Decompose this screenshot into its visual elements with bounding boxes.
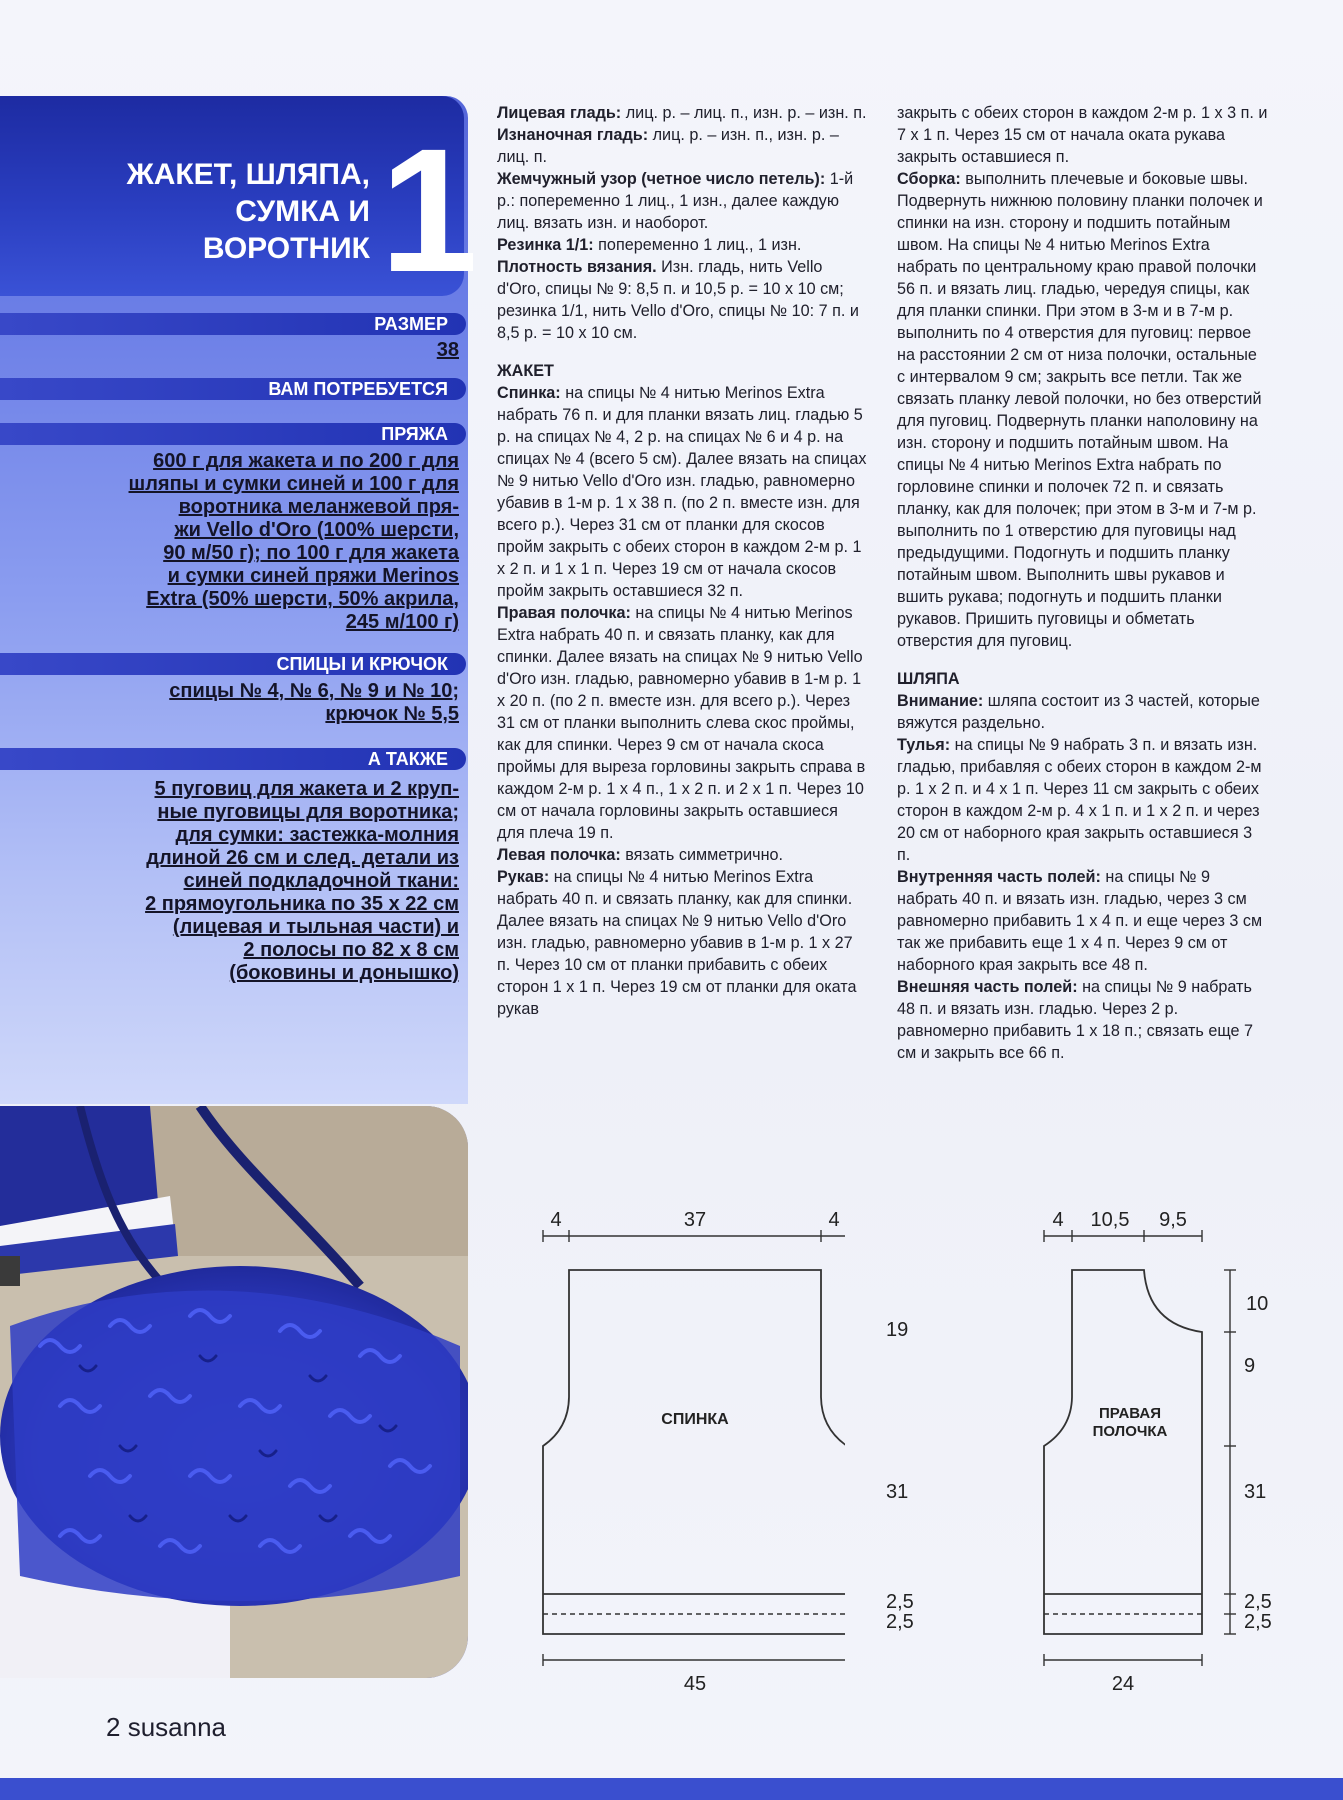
paragraph-lead: Плотность вязания. xyxy=(497,258,657,276)
paragraph-text: на спицы № 9 набрать 40 п. и вязать изн. гладью, через 3 см равномерно прибавить 1 x 4 п. и еще через 3 см так же прибавить еще 1 x 4 п. Через 9 см от наборного края закрыть все 48 п. xyxy=(897,868,1263,974)
paragraph-text: лиц. р. – лиц. п., изн. р. – изн. п. xyxy=(621,104,867,122)
paragraph-lead: Правая полочка: xyxy=(497,604,631,622)
back-top-dim-right: 4 xyxy=(828,1209,840,1231)
section-heading: ШЛЯПА xyxy=(897,670,960,688)
instruction-paragraph xyxy=(497,234,867,256)
instruction-paragraph xyxy=(897,866,1269,976)
instruction-paragraph xyxy=(497,124,867,168)
paragraph-text: лиц. р. – изн. п., изн. р. – лиц. п. xyxy=(497,126,839,166)
back-top-dim-left: 4 xyxy=(550,1209,562,1231)
front-dim-2-5-b: 2,5 xyxy=(1244,1611,1272,1633)
back-diagram xyxy=(525,1186,845,1706)
back-bottom-dim: 45 xyxy=(683,1673,707,1695)
instructions-column-1 xyxy=(497,102,867,1020)
pattern-number: 1 xyxy=(380,113,478,309)
paragraph-text: на спицы № 4 нитью Merinos Extra набрать 40 п. и связать планку, как для спинки. Далее вязать на спицах № 9 нитью Vello d'Oro изн. гладью, равномерно убавив в 1-м р. 1 x 27 п. Через 10 см от планки прибавить с обеих сторон 1 x 1 п. Через 19 см от планки для оката рукав xyxy=(497,868,857,1018)
bag-photo xyxy=(0,1106,468,1678)
paragraph-lead: Рукав: xyxy=(497,868,550,886)
paragraph-lead: Внешняя часть полей: xyxy=(897,978,1078,996)
back-top-dim-mid: 37 xyxy=(683,1209,707,1231)
paragraph-lead: Жемчужный узор (четное число петель): xyxy=(497,170,826,188)
back-dim-31: 31 xyxy=(886,1481,909,1503)
back-dim-19: 19 xyxy=(886,1319,909,1341)
front-dim-2-5-a: 2,5 xyxy=(1244,1591,1272,1613)
paragraph-lead: Левая полочка: xyxy=(497,846,621,864)
paragraph-text: 1-й р.: попеременно 1 лиц., 1 изн., далее каждую лиц. вязать изн. и наоборот. xyxy=(497,170,854,232)
paragraph-lead: Внутренняя часть полей: xyxy=(897,868,1101,886)
section-bar-needles: СПИЦЫ И КРЮЧОК xyxy=(0,653,466,675)
back-dim-2-5-a: 2,5 xyxy=(886,1591,914,1613)
magazine-name: susanna xyxy=(127,1712,227,1742)
instruction-paragraph xyxy=(897,168,1269,652)
paragraph-text: выполнить плечевые и боковые швы. Подвернуть нижнюю половину планки полочек и спинки на изн. сторону и подшить потайным швом. На спицы № 4 нитью Merinos Extra набрать по центральному краю правой полочки 56 п. и вязать лиц. гладью, чередуя спицы, как для планки спинки. При этом в 3-м и в 7-м р. выполнить по 4 отверстия для пуговиц: первое на расстоянии 2 см от низа полочки, остальные с интервалом 9 см; закрыть все петли. Так же связать планку левой полочки, но без отверстий для пуговиц. Подвернуть планки наполовину на изн. сторону и подшить потайным швом. На спицы № 4 нитью Merinos Extra набрать по горловине спинки и полочек 72 п. и связать планку, как для полочек; при этом в 3-м и 7-м р. выполнить по 1 отверстию для пуговицы над предыдущими. Подогнуть и подшить планку потайным швом. Выполнить швы рукавов и вшить рукава; подогнуть и подшить планки рукавов. Пришить пуговицы и обметать отверстия для пуговиц. xyxy=(897,170,1263,650)
front-label-line-2: ПОЛОЧКА xyxy=(1092,1423,1168,1440)
instruction-paragraph xyxy=(897,102,1269,168)
instruction-paragraph xyxy=(497,102,867,124)
front-diagram xyxy=(1030,1186,1280,1706)
paragraph-text: на спицы № 9 набрать 48 п. и вязать изн. гладью. Через 2 р. равномерно прибавить 1 x 18 п.; связать еще 7 см и закрыть все 66 п. xyxy=(897,978,1254,1062)
yarn-text: 600 г для жакета и по 200 г для шляпы и сумки синей и 100 г для воротника меланжевой пря- жи Vello d'Oro (100% шерсти, 90 м/50 г); по 100 г для жакета и сумки синей пряжи Merinos Extra (50% шерсти, 50% акрила, 245 м/100 г) xyxy=(128,450,459,633)
front-dim-9: 9 xyxy=(1244,1355,1256,1377)
size-value: 38 xyxy=(436,339,459,361)
section-heading: ЖАКЕТ xyxy=(497,362,554,380)
paragraph-text: на спицы № 4 нитью Merinos Extra набрать 40 п. и связать планку, как для спинки. Далее вязать на спицах № 9 нитью Vello d'Oro изн. гладью, равномерно убавив в 1-м р. 1 x 20 п. (по 2 п. вместе изн. для всего р.). Через 31 см от планки выполнить слева скос проймы, как для спинки. Через 9 см от начала скоса проймы для выреза горловины закрыть справа в каждом 2-м р. 1 x 4 п., 1 x 2 п. и 2 x 1 п. Через 10 см от начала горловины закрыть оставшиеся для плеча 19 п. xyxy=(497,604,866,842)
instruction-paragraph xyxy=(497,866,867,1020)
instructions-column-2 xyxy=(897,102,1269,1064)
paragraph-text: Изн. гладь, нить Vello d'Oro, спицы № 9: 8,5 п. и 10,5 р. = 10 x 10 см; резинка 1/1, нить Vello d'Oro, спицы № 10: 7 п. и 8,5 р. = 10 x 10 см. xyxy=(497,258,859,342)
bag-photo-image xyxy=(0,1106,468,1678)
front-top-dim-mid: 10,5 xyxy=(1090,1209,1130,1231)
paragraph-lead: Тулья: xyxy=(897,736,951,754)
front-dim-31: 31 xyxy=(1244,1481,1267,1503)
paragraph-lead: Изнаночная гладь: xyxy=(497,126,649,144)
page-footer xyxy=(106,1712,226,1743)
title-box xyxy=(0,96,478,309)
paragraph-text: на спицы № 4 нитью Merinos Extra набрать 76 п. и для планки вязать лиц. гладью 5 р. на спицах № 4, 2 р. на спицах № 6 и 4 р. на спицах № 4 (всего 5 см). Далее вязать на спицах № 9 нитью Vello d'Oro изн. гладью, равномерно убавив в 1-м р. 1 x 38 п. (по 2 п. вместе изн. для всего р.). Через 31 см от планки для скосов пройм закрыть с обеих сторон в каждом 2-м р. 1 x 2 п. и 1 x 1 п. Через 19 см от начала скосов пройм закрыть оставшиеся 32 п. xyxy=(497,384,867,600)
instruction-paragraph xyxy=(897,734,1269,866)
needles-text: спицы № 4, № 6, № 9 и № 10; крючок № 5,5 xyxy=(169,680,459,725)
paragraph-text: на спицы № 9 набрать 3 п. и вязать изн. гладью, прибавляя с обеих сторон в каждом 2-м р. 1 x 2 п. и 4 x 1 п. Через 11 см закрыть с обеих сторон в каждом 2-м р. 4 x 1 п. и 1 x 2 п. и через 20 см от наборного края закрыть оставшиеся 3 п. xyxy=(897,736,1262,864)
paragraph-lead: Внимание: xyxy=(897,692,984,710)
paragraph-lead: Лицевая гладь: xyxy=(497,104,622,122)
page-number: 2 xyxy=(106,1712,121,1742)
paragraph-lead: Сборка: xyxy=(897,170,961,188)
instruction-paragraph xyxy=(497,844,867,866)
front-label-line-1: ПРАВАЯ xyxy=(1099,1405,1161,1422)
page-title: ЖАКЕТ, ШЛЯПА, СУМКА И ВОРОТНИК xyxy=(126,158,370,265)
instruction-paragraph xyxy=(897,976,1269,1064)
back-label: СПИНКА xyxy=(661,1411,729,1428)
front-top-dim-left: 4 xyxy=(1052,1209,1064,1231)
paragraph-text: шляпа состоит из 3 частей, которые вяжутся раздельно. xyxy=(897,692,1260,732)
section-bar-also: А ТАКЖЕ xyxy=(0,748,466,770)
instruction-paragraph xyxy=(497,602,867,844)
paragraph-lead: Резинка 1/1: xyxy=(497,236,594,254)
footer-bar xyxy=(0,1778,1343,1800)
instruction-paragraph xyxy=(897,690,1269,734)
front-dim-10: 10 xyxy=(1246,1293,1269,1315)
section-bar-size: РАЗМЕР xyxy=(0,313,466,335)
paragraph-text: вязать симметрично. xyxy=(620,846,784,864)
paragraph-lead: Спинка: xyxy=(497,384,561,402)
instruction-paragraph xyxy=(497,382,867,602)
paragraph-text: попеременно 1 лиц., 1 изн. xyxy=(593,236,802,254)
paragraph-text: закрыть с обеих сторон в каждом 2-м р. 1 x 3 п. и 7 x 1 п. Через 15 см от начала оката рукава закрыть оставшиеся п. xyxy=(897,104,1268,166)
instruction-paragraph xyxy=(497,168,867,234)
front-top-dim-right: 9,5 xyxy=(1159,1209,1187,1231)
section-bar-need: ВАМ ПОТРЕБУЕТСЯ xyxy=(0,378,466,400)
also-text: 5 пуговиц для жакета и 2 круп- ные пуговицы для воротника; для сумки: застежка-молния длиной 26 см и след. детали из синей подкладочной ткани: 2 прямоугольника по 35 x 22 см (лицевая и тыльная части) и 2 полосы по 82 x 8 см (боковины и донышко) xyxy=(145,778,459,984)
section-bar-yarn: ПРЯЖА xyxy=(0,423,466,445)
front-bottom-dim: 24 xyxy=(1111,1673,1135,1695)
back-dim-2-5-b: 2,5 xyxy=(886,1611,914,1633)
instruction-paragraph xyxy=(497,256,867,344)
back-side-dims xyxy=(872,1186,942,1706)
